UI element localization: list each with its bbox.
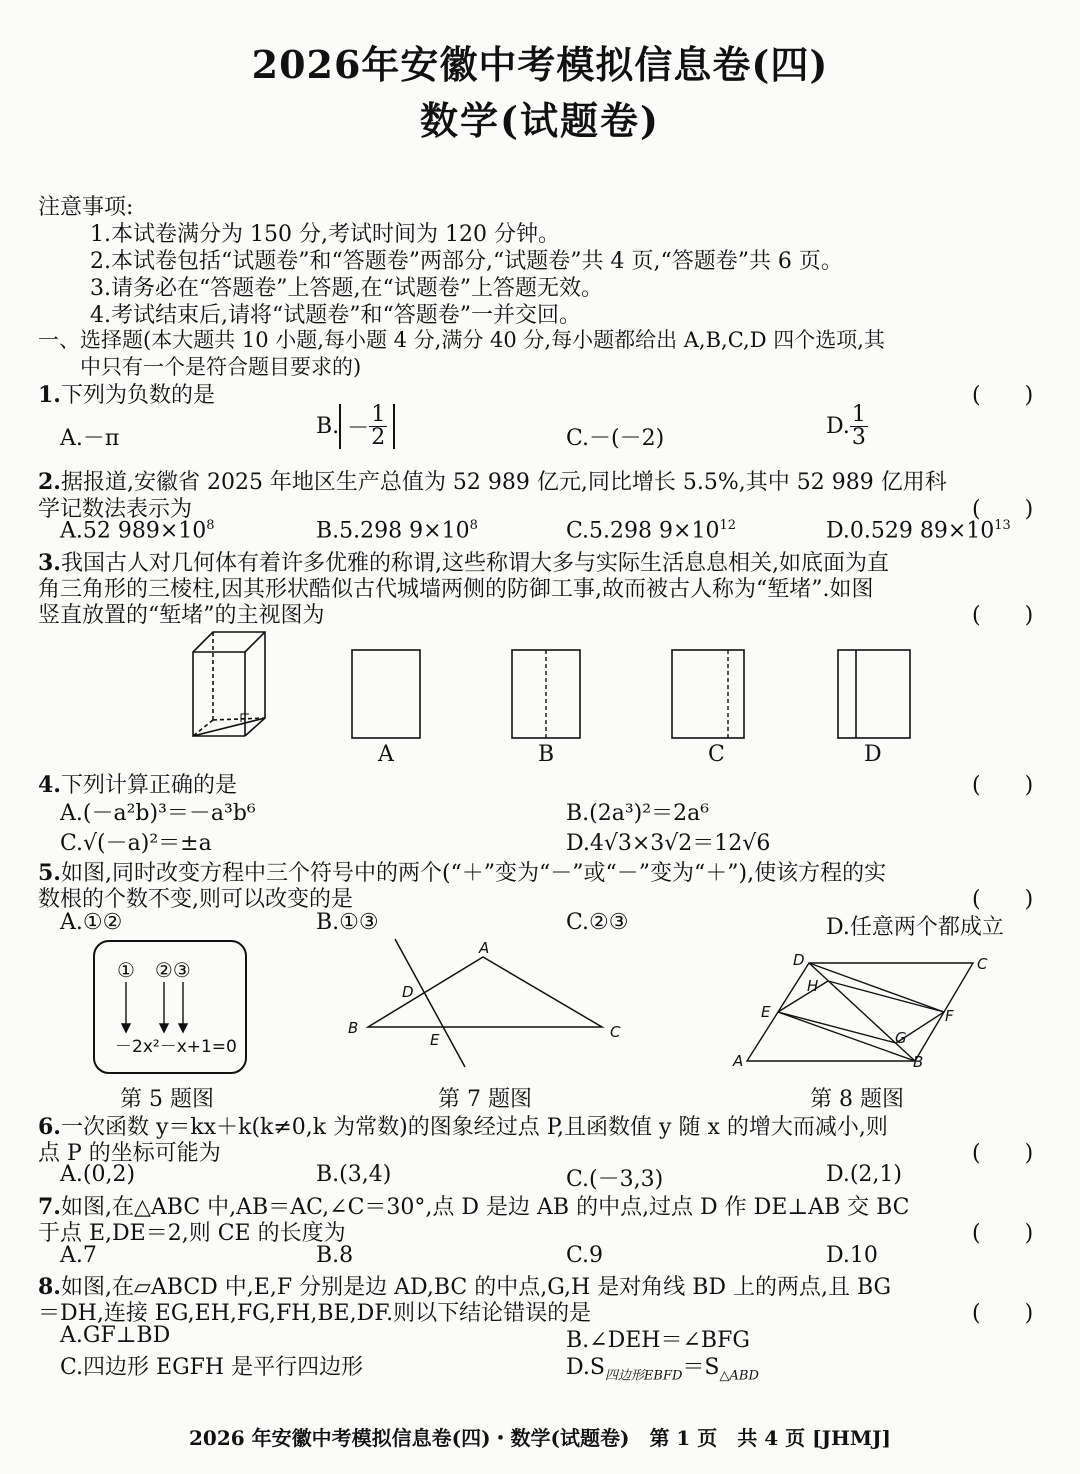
option-a: A.－π [60, 426, 120, 451]
answer-paren: ( ) [972, 1141, 1034, 1166]
option-label: B. [316, 414, 340, 439]
exponent: 8 [469, 518, 478, 533]
subscript: 四边形EBFD [604, 1368, 683, 1384]
option-b [316, 404, 395, 449]
question-7-cont: 于点 E,DE＝2,则 CE 的长度为 [38, 1221, 346, 1246]
answer-paren: ( ) [972, 773, 1034, 798]
answer-paren: ( ) [972, 887, 1034, 912]
option-a: A.(0,2) [60, 1162, 136, 1187]
label-C: C [610, 1023, 621, 1041]
symbol-markers: ① ②③ [117, 958, 191, 982]
label-C: C [977, 955, 988, 973]
option-d: D.10 [826, 1243, 878, 1268]
option-text: C.5.298 9×10 [566, 518, 720, 544]
label-F: F [945, 1007, 954, 1025]
label-D: D [793, 951, 805, 969]
exam-title: 2026年安徽中考模拟信息卷(四) [251, 42, 829, 87]
question-6-cont: 点 P 的坐标可能为 [38, 1141, 221, 1166]
figure-7-caption: 第 7 题图 [438, 1087, 532, 1112]
segment-eh [778, 981, 828, 1012]
option-label: D. [826, 414, 850, 439]
answer-paren: ( ) [972, 1221, 1034, 1246]
question-1 [38, 378, 215, 409]
view-option-d [836, 648, 912, 740]
option-a: A.①② [60, 910, 123, 935]
option-c: C.②③ [566, 910, 629, 935]
view-rect [838, 650, 910, 738]
view-option-c [670, 648, 746, 740]
label-H: H [807, 977, 819, 995]
label-E: E [430, 1031, 440, 1049]
question-stem: 如图,在△ABC 中,AB＝AC,∠C＝30°,点 D 是边 AB 的中点,过点 D 作 DE⊥AB 交 BC [60, 1195, 910, 1220]
question-number: 4. [38, 772, 61, 798]
figure-label-c: C [708, 742, 725, 767]
question-5-cont: 数根的个数不变,则可以改变的是 [38, 887, 353, 912]
question-4 [38, 768, 237, 799]
question-stem: 一次函数 y＝kx＋k(k≠0,k 为常数)的图象经过点 P,且函数值 y 随 x 的增大而减小,则 [60, 1115, 888, 1140]
answer-paren: ( ) [972, 497, 1034, 522]
page-footer: 2026 年安徽中考模拟信息卷(四)・数学(试题卷) 第 1 页 共 4 页 [JHMJ] [188, 1426, 891, 1450]
option-b: B.①③ [316, 910, 379, 935]
denominator: 2 [371, 425, 386, 450]
question-number: 2. [38, 469, 61, 495]
option-c: C.－(－2) [566, 426, 665, 451]
prism-figure [185, 628, 275, 740]
numerator: 1 [371, 402, 386, 427]
question-2-cont: 学记数法表示为 [38, 497, 193, 522]
figure-5-caption: 第 5 题图 [120, 1087, 214, 1112]
exponent: 8 [206, 518, 215, 533]
figure-label-d: D [864, 742, 882, 767]
notice-heading: 注意事项: [38, 195, 134, 220]
option-b: B.(2a³)²＝2a⁶ [566, 801, 710, 826]
question-stem: 下列为负数的是 [60, 383, 215, 408]
figure-8-caption: 第 8 题图 [810, 1087, 904, 1112]
option-c [566, 518, 736, 543]
arrows [95, 978, 245, 1036]
figure-label-a: A [378, 742, 394, 767]
view-option-b [510, 648, 582, 740]
arrow-head [160, 1024, 168, 1032]
fraction [369, 404, 387, 449]
option-text: D.S [566, 1355, 605, 1380]
option-b [316, 518, 478, 543]
fraction [850, 404, 868, 449]
option-a: A.(－a²b)³＝－a³b⁶ [60, 801, 256, 826]
option-c: C.9 [566, 1243, 604, 1268]
label-D: D [402, 983, 414, 1001]
option-b: B.(3,4) [316, 1162, 392, 1187]
notice-item: 2.本试卷包括“试题卷”和“答题卷”两部分,“试题卷”共 4 页,“答题卷”共 6 页。 [90, 249, 843, 274]
numerator: 1 [851, 402, 866, 427]
answer-paren: ( ) [972, 603, 1034, 628]
question-number: 1. [38, 382, 61, 408]
parallelogram-abcd [747, 963, 973, 1061]
option-a: A.7 [60, 1243, 97, 1268]
view-rect [352, 650, 420, 738]
notice-item: 1.本试卷满分为 150 分,考试时间为 120 分钟。 [90, 222, 560, 247]
answer-paren: ( ) [972, 383, 1034, 408]
option-text: A.52 989×10 [60, 518, 207, 544]
figure-5-box [93, 940, 247, 1074]
question-stem: 下列计算正确的是 [60, 773, 237, 798]
option-text: D.0.529 89×10 [826, 518, 995, 544]
view-option-a [350, 648, 422, 740]
figure-8 [725, 945, 1005, 1075]
absolute-value [339, 404, 395, 449]
option-c: C.√(－a)²＝±a [60, 831, 212, 856]
option-d: D.任意两个都成立 [826, 915, 1004, 940]
label-G: G [895, 1029, 907, 1047]
exponent: 13 [994, 518, 1011, 533]
question-number: 7. [38, 1194, 61, 1220]
figure-7 [340, 935, 640, 1075]
option-c: C.(－3,3) [566, 1167, 664, 1192]
notice-item: 3.请务必在“答题卷”上答题,在“试题卷”上答题无效。 [90, 276, 603, 301]
question-stem: 据报道,安徽省 2025 年地区生产总值为 52 989 亿元,同比增长 5.5%,其中 52 989 亿用科 [60, 470, 947, 495]
prism-edge [245, 632, 265, 652]
answer-paren: ( ) [972, 1301, 1034, 1326]
subscript: △ABD [719, 1368, 759, 1384]
option-a: A.GF⊥BD [60, 1323, 171, 1348]
option-d: D.4√3×3√2＝12√6 [566, 831, 771, 856]
exponent: 12 [719, 518, 736, 533]
question-3-cont: 竖直放置的“堑堵”的主视图为 [38, 603, 325, 628]
question-stem: 如图,在▱ABCD 中,E,F 分别是边 AD,BC 的中点,G,H 是对角线 BD 上的两点,且 BG [60, 1275, 892, 1300]
option-d [566, 1350, 759, 1383]
denominator: 3 [851, 425, 866, 450]
equation: －2x²－x+1=0 [115, 1037, 237, 1057]
option-d [826, 404, 868, 449]
minus-sign: － [347, 416, 370, 441]
view-rect [672, 650, 744, 738]
label-E: E [761, 1003, 771, 1021]
label-B: B [348, 1019, 359, 1037]
question-number: 6. [38, 1114, 61, 1140]
question-number: 3. [38, 550, 61, 576]
option-text: B.5.298 9×10 [316, 518, 470, 544]
question-stem: 如图,同时改变方程中三个符号中的两个(“＋”变为“－”或“－”变为“＋”),使该方程的实 [60, 861, 887, 886]
question-3-cont: 角三角形的三棱柱,因其形状酷似古代城墙两侧的防御工事,故而被古人称为“堑堵”.如图 [38, 577, 874, 602]
option-text: ＝S [682, 1355, 720, 1380]
question-stem: 我国古人对几何体有着许多优雅的称谓,这些称谓大多与实际生活息息相关,如底面为直 [60, 551, 889, 576]
option-c: C.四边形 EGFH 是平行四边形 [60, 1355, 364, 1380]
section-heading-cont: 中只有一个是符合题目要求的) [80, 355, 362, 379]
segment-df [809, 963, 944, 1012]
label-B: B [913, 1053, 924, 1071]
option-b: B.8 [316, 1243, 354, 1268]
question-8-cont: ＝DH,连接 EG,EH,FG,FH,BE,DF.则以下结论错误的是 [38, 1301, 592, 1326]
option-a [60, 518, 215, 543]
notice-item: 4.考试结束后,请将“试题卷”和“答题卷”一并交回。 [90, 303, 581, 328]
section-heading: 一、选择题(本大题共 10 小题,每小题 4 分,满分 40 分,每小题都给出 A,B,C,D 四个选项,其 [38, 328, 885, 352]
option-d [826, 518, 1011, 543]
label-A: A [479, 939, 490, 957]
question-number: 8. [38, 1274, 61, 1300]
question-number: 5. [38, 860, 61, 886]
prism-outline [193, 632, 265, 736]
arrow-head [122, 1024, 130, 1032]
option-d: D.(2,1) [826, 1162, 903, 1187]
arrow-head [179, 1024, 187, 1032]
figure-label-b: B [538, 742, 555, 767]
exam-subtitle: 数学(试题卷) [420, 98, 660, 143]
option-b: B.∠DEH＝∠BFG [566, 1328, 750, 1353]
label-A: A [733, 1052, 744, 1070]
